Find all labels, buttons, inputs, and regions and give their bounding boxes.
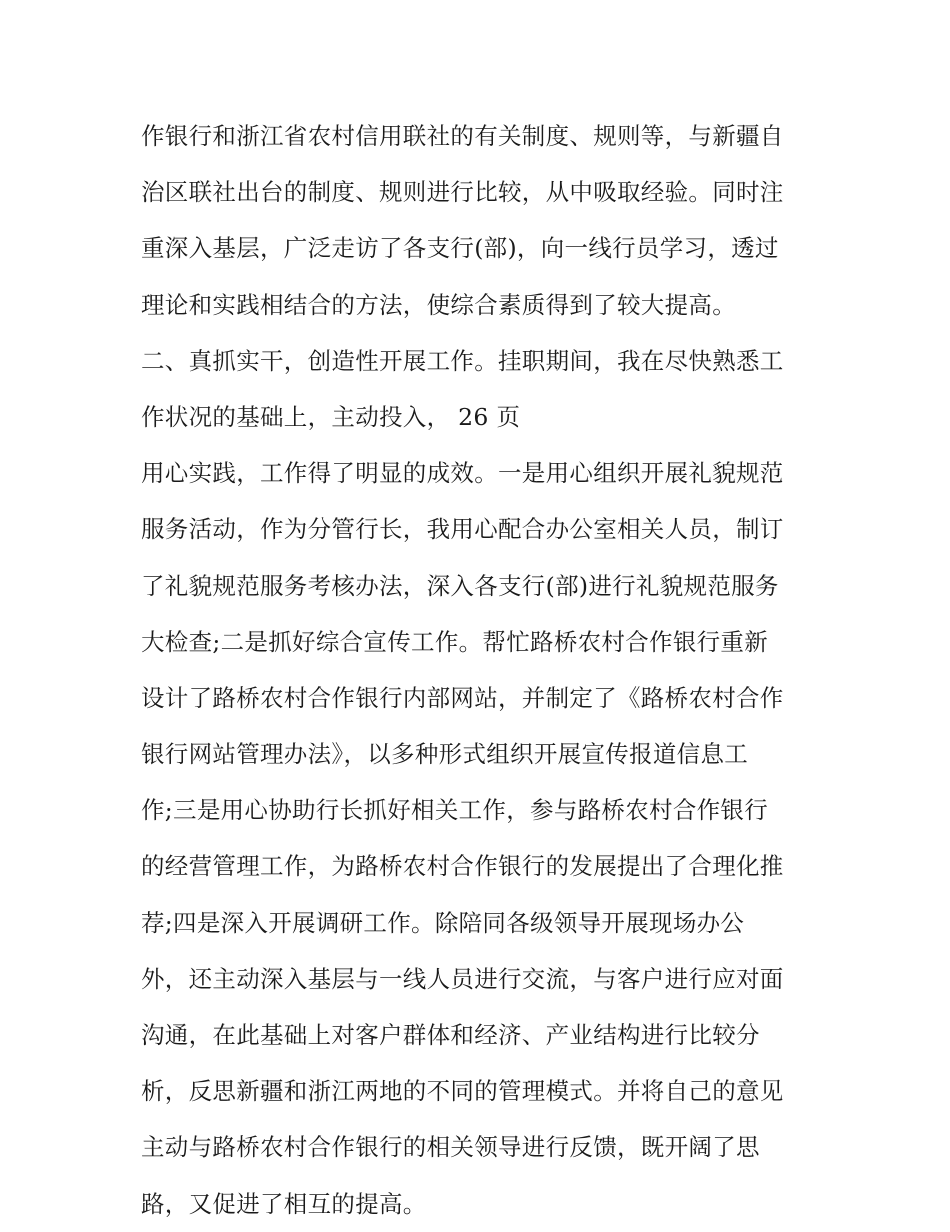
text-line: 治区联社出台的制度、规则进行比较，从中吸取经验。同时注 bbox=[141, 178, 784, 207]
text-line: 了礼貌规范服务考核办法，深入各支行(部)进行礼貌规范服务 bbox=[141, 571, 779, 600]
text-line: 作;三是用心协助行长抓好相关工作，参与路桥农村合作银行 bbox=[141, 796, 769, 825]
text-line: 沟通，在此基础上对客户群体和经济、产业结构进行比较分 bbox=[141, 1021, 760, 1049]
text-line: 荐;四是深入开展调研工作。除陪同各级领导开展现场办公 bbox=[141, 908, 745, 937]
text-line: 服务活动，作为分管行长，我用心配合办公室相关人员，制订 bbox=[141, 515, 784, 544]
text-line: 作银行和浙江省农村信用联社的有关制度、规则等，与新疆自 bbox=[141, 122, 784, 150]
text-line: 设计了路桥农村合作银行内部网站，并制定了《路桥农村合作 bbox=[141, 683, 784, 712]
text-line: 用心实践，工作得了明显的成效。一是用心组织开展礼貌规范 bbox=[141, 459, 784, 488]
text-line: 银行网站管理办法》，以多种形式组织开展宣传报道信息工 bbox=[141, 740, 749, 769]
text-line: 理论和实践相结合的方法，使综合素质得到了较大提高。 bbox=[141, 290, 736, 319]
text-line: 大检查;二是抓好综合宣传工作。帮忙路桥农村合作银行重新 bbox=[141, 627, 769, 656]
text-line: 析，反思新疆和浙江两地的不同的管理模式。并将自己的意见 bbox=[141, 1077, 784, 1106]
text-line: 路，又促进了相互的提高。 bbox=[141, 1189, 427, 1218]
document-body bbox=[141, 108, 831, 1232]
text-line: 重深入基层，广泛走访了各支行(部)，向一线行员学习，透过 bbox=[141, 234, 779, 263]
text-line: 主动与路桥农村合作银行的相关领导进行反馈，既开阔了思 bbox=[141, 1133, 760, 1162]
text-line: 的经营管理工作，为路桥农村合作银行的发展提出了合理化推 bbox=[141, 852, 784, 881]
text-line: 外，还主动深入基层与一线人员进行交流，与客户进行应对面 bbox=[141, 964, 784, 993]
text-line: 作状况的基础上，主动投入， 26 页 bbox=[141, 402, 521, 431]
text-line: 二、真抓实干，创造性开展工作。挂职期间，我在尽快熟悉工 bbox=[141, 346, 784, 375]
